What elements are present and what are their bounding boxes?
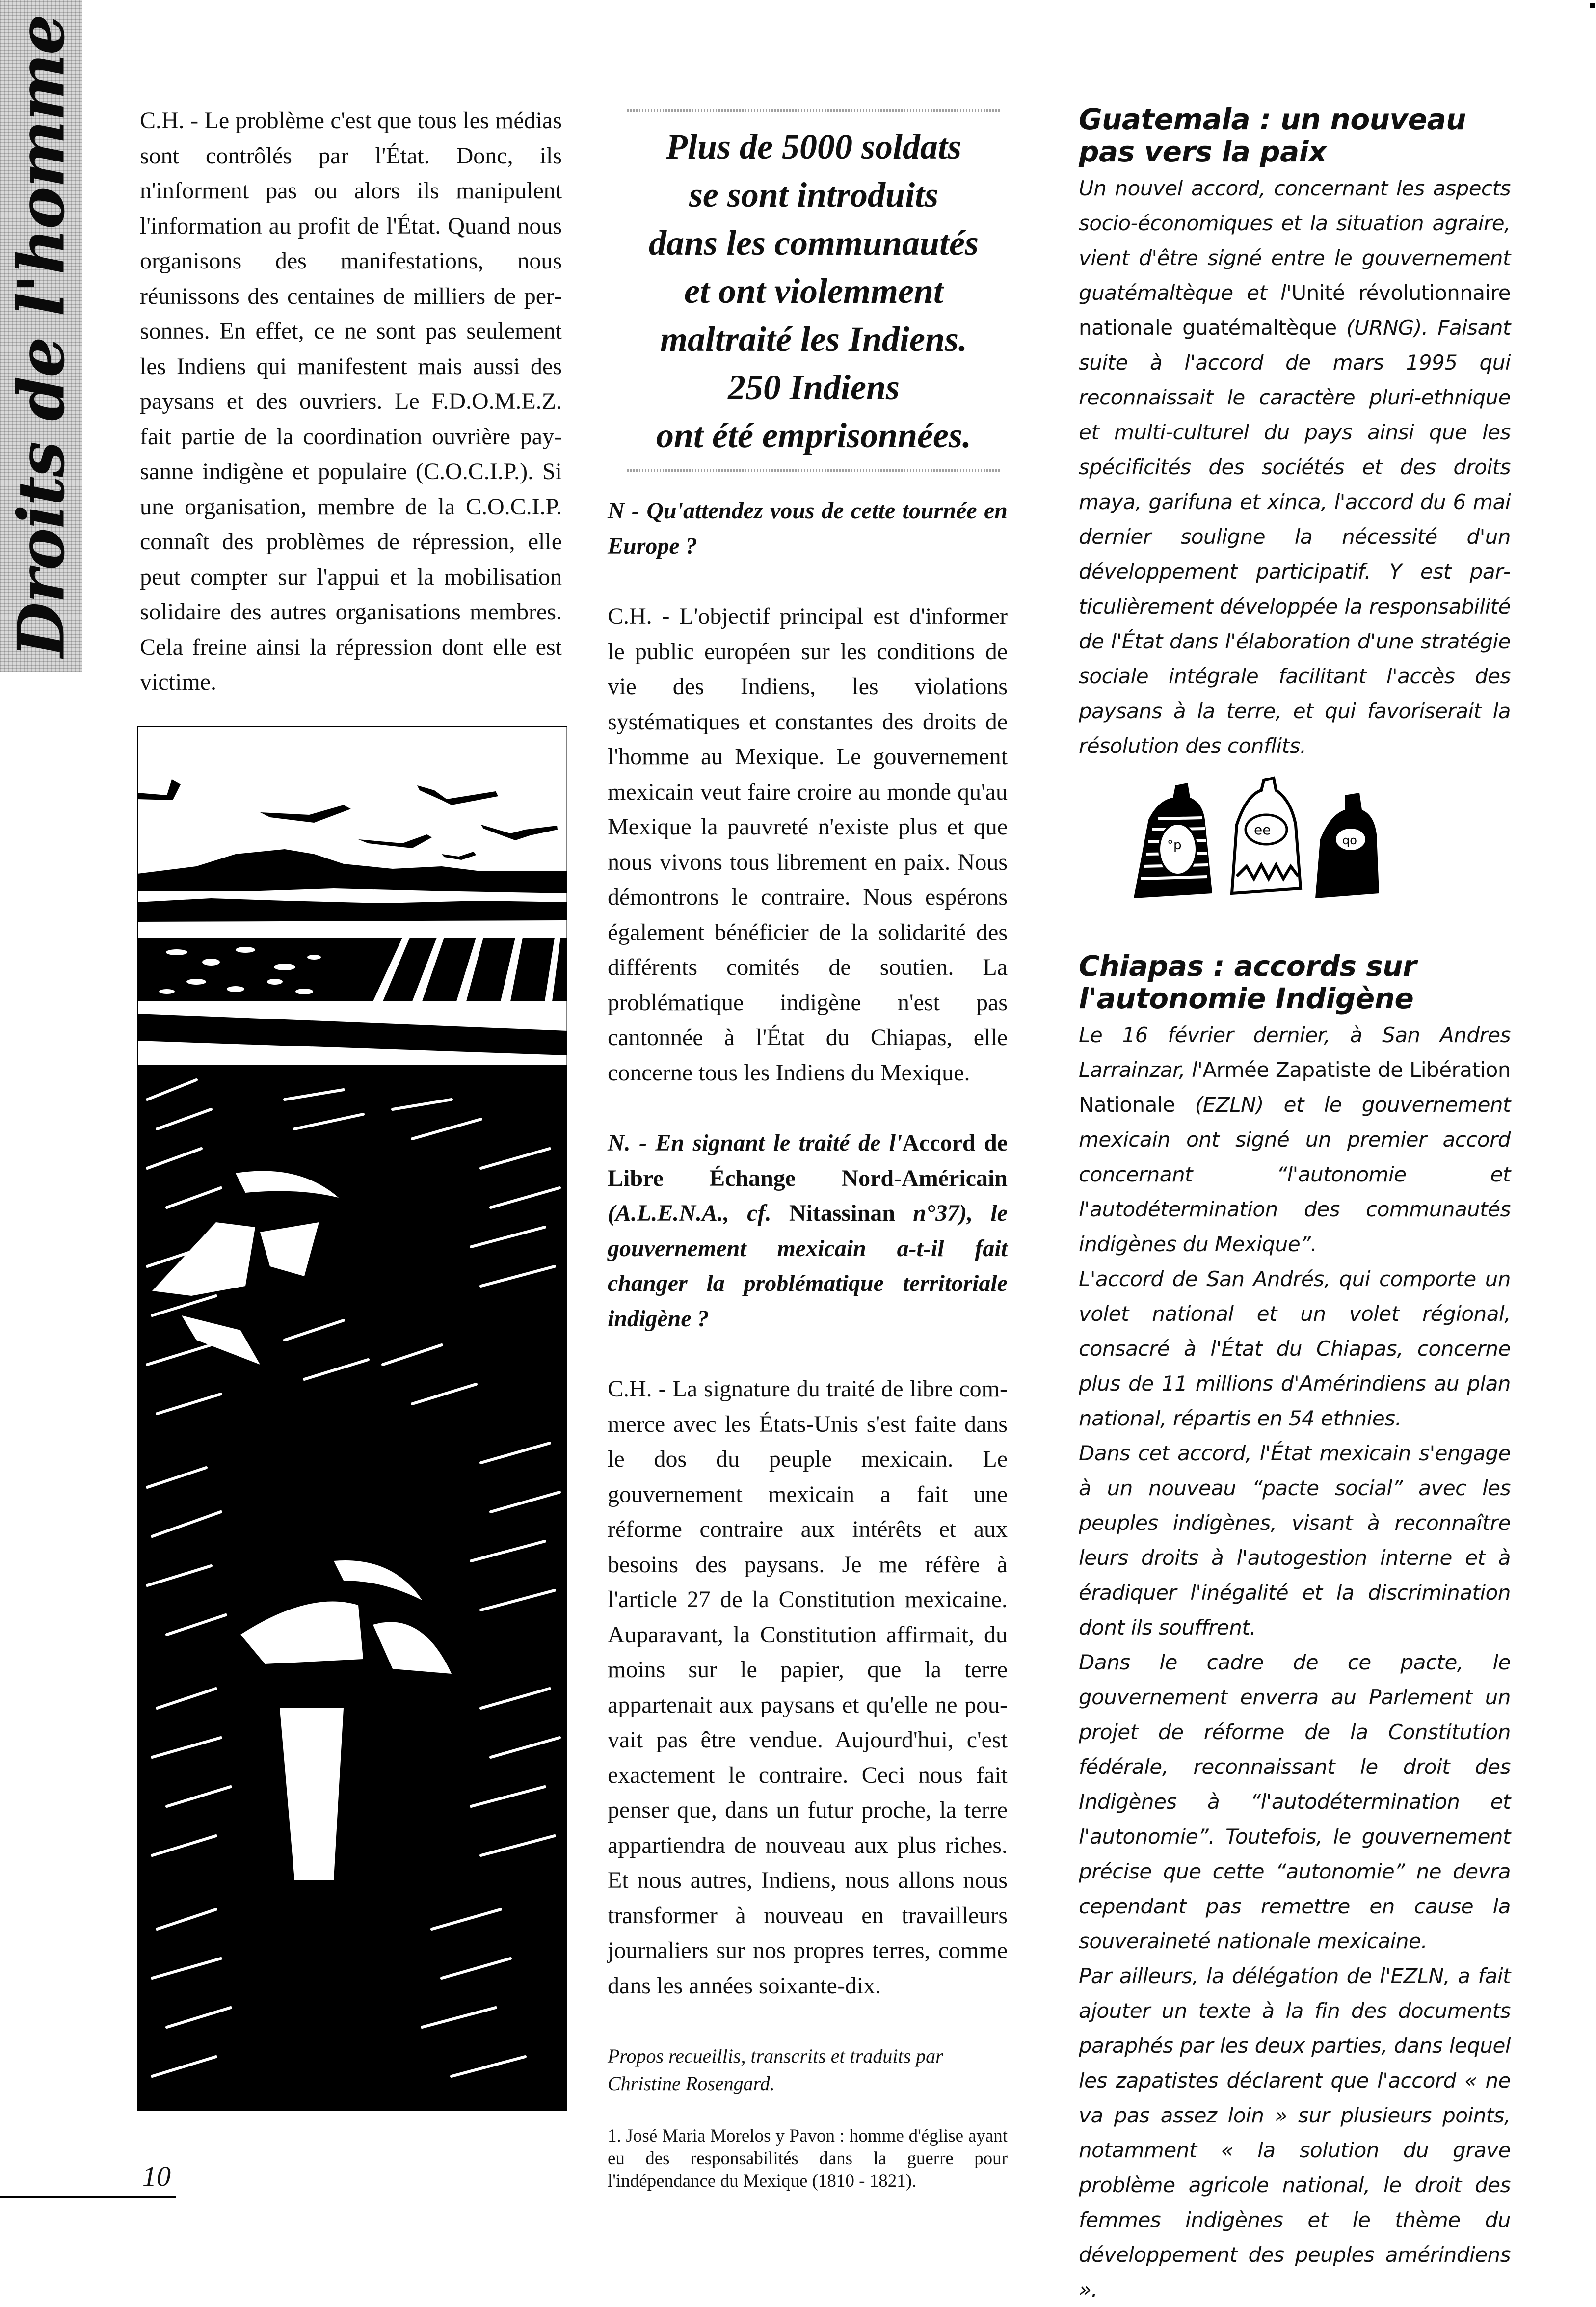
organisation-name: Unité révolutionnaire nationale guatémaltèque — [1079, 281, 1511, 340]
guatemala-heading: Guatemala : un nouveau pas vers la paix — [1079, 103, 1466, 168]
chiapas-heading: Chiapas : accords sur l'autonomie Indigène — [1079, 949, 1417, 1015]
pull-quote — [627, 123, 1000, 459]
interview-question: N - Qu'attendez vous de cette tournée en Europe ? — [608, 498, 1008, 559]
landscape-woodcut-icon — [137, 726, 567, 2111]
pull-quote-line: et ont violemment — [684, 271, 943, 311]
svg-text:qo: qo — [1342, 833, 1357, 847]
chiapas-paragraph: Par ailleurs, la délégation de l'EZLN, a fait ajouter un texte à la fin des documents paraphés par les deux parties, dans lequel les zapatistes déclarent que l'accord « ne va pas assez loin » sur plusieurs points, notamment « la solution du grave problème agricole national, le droit des femmes indigènes et le thème du développement des peuples amérindiens ». — [1079, 1964, 1511, 2302]
chiapas-paragraph: Dans cet accord, l'État mexicain s'engage à un nouveau “pacte social” avec les peuples indigènes, visant à reconnaître leurs droits à l'autogestion interne et à éradiquer l'inégalité et la discrimination dont ils souffrent. — [1079, 1441, 1511, 1639]
pull-quote-line: se sont introduits — [689, 175, 939, 215]
section-band — [0, 0, 82, 672]
agreement-name: Accord de Libre Échange Nord-Américain — [608, 1130, 1008, 1191]
left-column — [140, 103, 562, 700]
chiapas-section — [1079, 950, 1511, 2307]
answer-paragraph: C.H. - Le problème c'est que tous les médias sont contrôlés par l'État. Donc, ils n'informent pas ou alors ils manipulent l'information au profit de l'État. Quand nous organisons des manifestations, nous réunissons des centaines de milliers de personnes. En effet, ce ne sont pas seulement les Indiens qui manifestent mais aussi des paysans et des ouvriers. Le F.D.O.M.E.Z. fait partie de la coordination ouvrière paysanne indigène et populaire (C.O.C.I.P.). Si une organisation, membre de la C.O.C.I.P. connaît des problèmes de répression, elle peut compter sur l'appui et la mobilisation solidaire des autres organisations membres. Cela freine ainsi la répression dont elle est victime. — [140, 107, 562, 695]
pull-quote-box — [627, 109, 1000, 472]
woodcut-illustration — [137, 726, 567, 2111]
footnote: 1. José Maria Morelos y Pavon : homme d'église ayant eu des responsabilités dans la guerre pour l'indépendance du Mexique (1810 - 1821). — [608, 2126, 1008, 2191]
interview-question — [608, 1126, 1008, 1336]
chiapas-paragraph: L'accord de San Andrés, qui comporte un volet national et un volet régional, consacré à l'État du Chiapas, concerne plus de 11 millions d'Amérindiens au plan national, répartis en 54 ethnies. — [1079, 1267, 1511, 1430]
body-text: Un nouvel accord, concernant les aspects socio-économiques et la situation agraire, vient d'être signé entre le gouvernement guatémaltèque et l' — [1079, 176, 1511, 305]
interview-answer: C.H. - La signature du traité de libre commerce avec les États-Unis s'est faite dans le dos du peuple mexicain. Le gouvernement mexicain a fait une réforme contraire aux intérêts et aux besoins des paysans. Je me réfère à l'article 27 de la Constitution mexicaine. Auparavant, la Constitution affirmait, du moins sur le papier, que la terre appartenait aux paysans et qu'elle ne pouvait pas être vendue. Aujourd'hui, c'est exactement le contraire. Ceci nous fait penser que, dans un futur proche, la terre appartiendra de nouveau aux plus riches. Et nous autres, Indiens, nous allons nous transformer à nouveau en travailleurs journaliers sur nos propres terres, comme dans les années soixante-dix. — [608, 1376, 1008, 1999]
pull-quote-line: 250 Indiens — [727, 368, 900, 407]
page-number: 10 — [142, 2160, 171, 2192]
interview-answer: C.H. - L'objectif principal est d'informer le public européen sur les conditions de vie des Indiens, les violations systématiques et constantes des droits de l'homme au Mexique. Le gouvernement mexicain veut faire croire au monde qu'au Mexique la pauvreté n'existe plus et que nous vivons tous librement en paix. Nous démontrons le contraire. Nous espérons également bénéficier de la solidarité des différents comités de soutien. La problématique indigène n'est pas cantonnée à l'État du Chiapas, elle concerne tous les Indiens du Mexique. — [608, 603, 1008, 1086]
svg-text:ee: ee — [1254, 822, 1271, 838]
pull-quote-line: dans les communautés — [648, 223, 979, 263]
pull-quote-line: Plus de 5000 soldats — [665, 127, 962, 166]
chiapas-paragraph — [1079, 1018, 1511, 1261]
credit-line: Propos recueillis, transcrits et traduits par — [608, 2045, 943, 2067]
figures-illustration — [1114, 761, 1389, 908]
hooded-figures-icon — [1114, 761, 1389, 908]
pull-quote-bottom-rule — [627, 469, 1000, 472]
middle-column — [608, 493, 1008, 2193]
question-text: (A.L.E.N.A., cf. — [608, 1200, 789, 1226]
corner-mark — [1590, 3, 1595, 8]
pull-quote-line: ont été emprisonnées. — [656, 416, 971, 455]
magazine-name: Nitassinan — [789, 1200, 895, 1226]
credit-author: Christine Rosengard. — [608, 2072, 775, 2094]
credit — [608, 2042, 1008, 2097]
svg-text:°p: °p — [1167, 838, 1182, 853]
body-text: Le 16 février dernier, à San Andres Larrainzar, l' — [1079, 1023, 1511, 1082]
body-text: (URNG). Faisant suite à l'accord de mars 1995 qui reconnaissait le caractère pluri-ethnique et multi-culturel du pays ainsi que les spécificités des sociétés et des droits maya, garifuna et xinca, l'accord du 6 mai dernier souligne la nécessité d'un développement participatif. Y est particulièrement développée la responsabilité de l'État dans l'élaboration d'une stratégie sociale intégrale facilitant l'accès des paysans à la terre, et qui favoriserait la résolution des conflits. — [1079, 316, 1511, 758]
chiapas-paragraph: Dans le cadre de ce pacte, le gouvernement enverra au Parlement un projet de réforme de la Constitution fédérale, reconnaissant le droit des Indigènes à “l'autodétermination et l'autonomie”. Toutefois, le gouvernement précise que cette “autonomie” ne devra cependant pas remettre en cause la souveraineté nationale mexicaine. — [1079, 1650, 1511, 1953]
pull-quote-top-rule — [627, 109, 1000, 112]
section-title: Droits de l'homme — [3, 15, 79, 658]
page-number-rule — [0, 2196, 176, 2198]
question-text: N. - En signant le traité de l' — [608, 1130, 903, 1156]
body-text: (EZLN) et le gouvernement mexicain ont signé un premier accord concernant “l'autonomie et l'autodétermination des communautés indigènes du Mexique”. — [1079, 1093, 1511, 1256]
pull-quote-line: maltraité les Indiens. — [660, 320, 968, 359]
organisation-name: Armée Zapatiste de Libération Nationale — [1079, 1058, 1511, 1117]
question-text: n°37), le gouvernement mexicain a-t-il fait changer la problématique territoriale indigène ? — [608, 1200, 1008, 1332]
right-column — [1079, 103, 1511, 763]
guatemala-body — [1079, 171, 1511, 763]
